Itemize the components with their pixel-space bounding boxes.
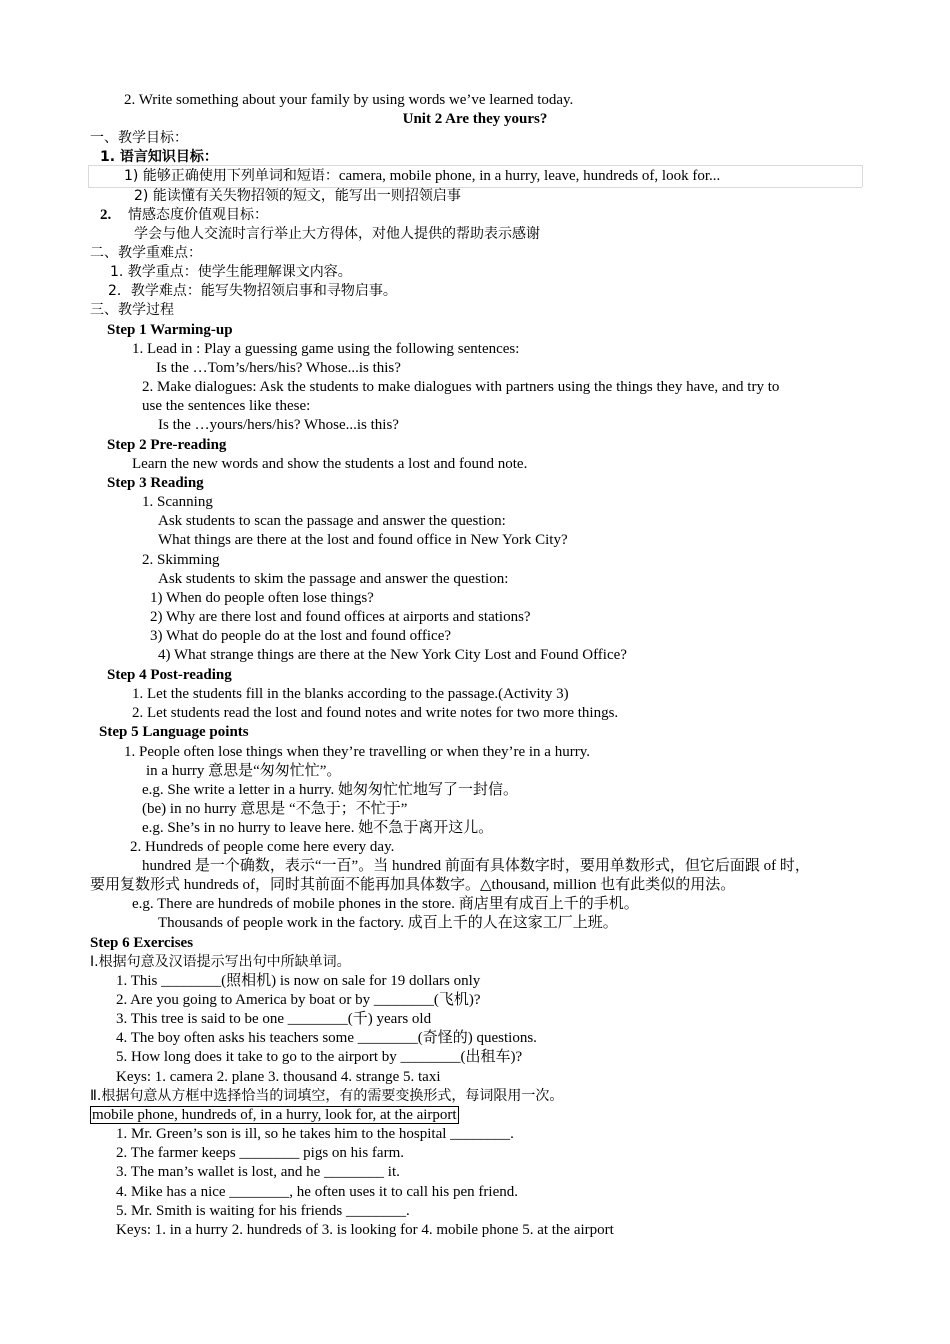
exercise1-heading: Ⅰ.根据句意及汉语提示写出句中所缺单词。	[90, 954, 351, 970]
step3-line3: What things are there at the lost and found office in New York City?	[158, 532, 568, 548]
step4-line1: 1. Let the students fill in the blanks according to the passage.(Activity 3)	[132, 686, 569, 702]
exercise1-item3: 3. This tree is said to be one ________(千) years old	[116, 1011, 432, 1027]
step5-line5: e.g. She’s in no hurry to leave here. 她不急于离开这儿。	[142, 820, 494, 836]
section3-heading: 三、教学过程	[90, 302, 174, 318]
goal1-item2: 2) 能读懂有关失物招领的短文，能写出一则招领启事	[134, 188, 461, 204]
section1-heading: 一、教学目标：	[90, 130, 188, 146]
step1-line4: use the sentences like these:	[142, 398, 311, 414]
step1-line1: 1. Lead in : Play a guessing game using the following sentences:	[132, 341, 520, 357]
step5-heading: Step 5 Language points	[99, 724, 249, 740]
goal2-text: 学会与他人交流时言行举止大方得体，对他人提供的帮助表示感谢	[134, 226, 540, 242]
exercise1-item5: 5. How long does it take to go to the airport by ________(出租车)?	[116, 1049, 523, 1065]
step2-line1: Learn the new words and show the students a lost and found note.	[132, 456, 528, 472]
exercise1-keys: Keys: 1. camera 2. plane 3. thousand 4. strange 5. taxi	[116, 1069, 441, 1085]
word-box	[90, 1106, 459, 1125]
step5-line1: 1. People often lose things when they’re travelling or when they’re in a hurry.	[124, 744, 590, 760]
step5-line8: 要用复数形式 hundreds of，同时其前面不能再加具体数字。△thousand, million 也有此类似的用法。	[90, 877, 736, 893]
exercise2-item1: 1. Mr. Green’s son is ill, so he takes him to the hospital ________.	[116, 1126, 514, 1142]
exercise2-item3: 3. The man’s wallet is lost, and he ________ it.	[116, 1164, 400, 1180]
step3-line5: Ask students to skim the passage and answer the question:	[158, 571, 509, 587]
exercise2-item5: 5. Mr. Smith is waiting for his friends ________.	[116, 1203, 410, 1219]
exercise2-item2: 2. The farmer keeps ________ pigs on his farm.	[116, 1145, 404, 1161]
exercise2-heading: Ⅱ.根据句意从方框中选择恰当的词填空，有的需要变换形式，每词限用一次。	[90, 1088, 564, 1104]
step1-line3: 2. Make dialogues: Ask the students to make dialogues with partners using the things they have, and try to	[142, 379, 780, 395]
word-box-text: mobile phone, hundreds of, in a hurry, look for, at the airport	[92, 1107, 457, 1123]
step5-line4: (be) in no hurry 意思是 “不急于；不忙于”	[142, 801, 408, 817]
step2-heading: Step 2 Pre-reading	[107, 437, 227, 453]
step6-heading: Step 6 Exercises	[90, 935, 194, 951]
exercise1-item4: 4. The boy often asks his teachers some ________(奇怪的) questions.	[116, 1030, 537, 1046]
step1-heading: Step 1 Warming-up	[107, 322, 233, 338]
step1-line2: Is the …Tom’s/hers/his? Whose...is this?	[156, 360, 401, 376]
step5-line9: e.g. There are hundreds of mobile phones in the store. 商店里有成百上千的手机。	[132, 896, 639, 912]
step3-question2: 2) Why are there lost and found offices at airports and stations?	[150, 609, 531, 625]
step3-line2: Ask students to scan the passage and answer the question:	[158, 513, 506, 529]
goal1-item1	[124, 167, 720, 186]
step3-question4: 4) What strange things are there at the New York City Lost and Found Office?	[158, 647, 627, 663]
goal1-item1-words: camera, mobile phone, in a hurry, leave, hundreds of, look for...	[338, 168, 721, 184]
goal2-heading: 情感态度价值观目标：	[128, 207, 268, 223]
goal1-item1-label: 1) 能够正确使用下列单词和短语：	[124, 168, 339, 184]
step5-line10: Thousands of people work in the factory. 成百上千的人在这家工厂上班。	[158, 915, 618, 931]
step3-line1: 1. Scanning	[142, 494, 213, 510]
key-point: 1. 教学重点：使学生能理解课文内容。	[110, 264, 352, 280]
step5-line6: 2. Hundreds of people come here every day.	[130, 839, 395, 855]
step1-line5: Is the …yours/hers/his? Whose...is this?	[158, 417, 399, 433]
unit-title: Unit 2 Are they yours?	[402, 111, 548, 127]
table-top-border	[88, 165, 862, 166]
goal2-number: 2.	[100, 207, 112, 223]
section2-heading: 二、教学重难点：	[90, 245, 202, 261]
step4-heading: Step 4 Post-reading	[107, 667, 232, 683]
step4-line2: 2. Let students read the lost and found notes and write notes for two more things.	[132, 705, 619, 721]
step5-line7: hundred 是一个确数，表示“一百”。当 hundred 前面有具体数字时，要用单数形式，但它后面跟 of 时，	[142, 858, 810, 874]
step5-line3: e.g. She write a letter in a hurry. 她匆匆忙忙地写了一封信。	[142, 782, 519, 798]
table-left-border	[88, 165, 89, 187]
step3-line4: 2. Skimming	[142, 552, 220, 568]
exercise1-item2: 2. Are you going to America by boat or by ________(飞机)?	[116, 992, 481, 1008]
step3-heading: Step 3 Reading	[107, 475, 204, 491]
step3-question1: 1) When do people often lose things?	[150, 590, 374, 606]
table-right-border	[862, 165, 863, 187]
intro-item: 2. Write something about your family by using words we’ve learned today.	[124, 92, 574, 108]
exercise2-item4: 4. Mike has a nice ________, he often uses it to call his pen friend.	[116, 1184, 518, 1200]
goal1-heading: 1. 语言知识目标：	[100, 149, 218, 165]
difficult-point: 2．教学难点：能写失物招领启事和寻物启事。	[108, 283, 397, 299]
step3-question3: 3) What do people do at the lost and found office?	[150, 628, 452, 644]
exercise2-keys: Keys: 1. in a hurry 2. hundreds of 3. is looking for 4. mobile phone 5. at the airport	[116, 1222, 614, 1238]
step5-line2: in a hurry 意思是“匆匆忙忙”。	[146, 763, 342, 779]
exercise1-item1: 1. This ________(照相机) is now on sale for 19 dollars only	[116, 973, 481, 989]
